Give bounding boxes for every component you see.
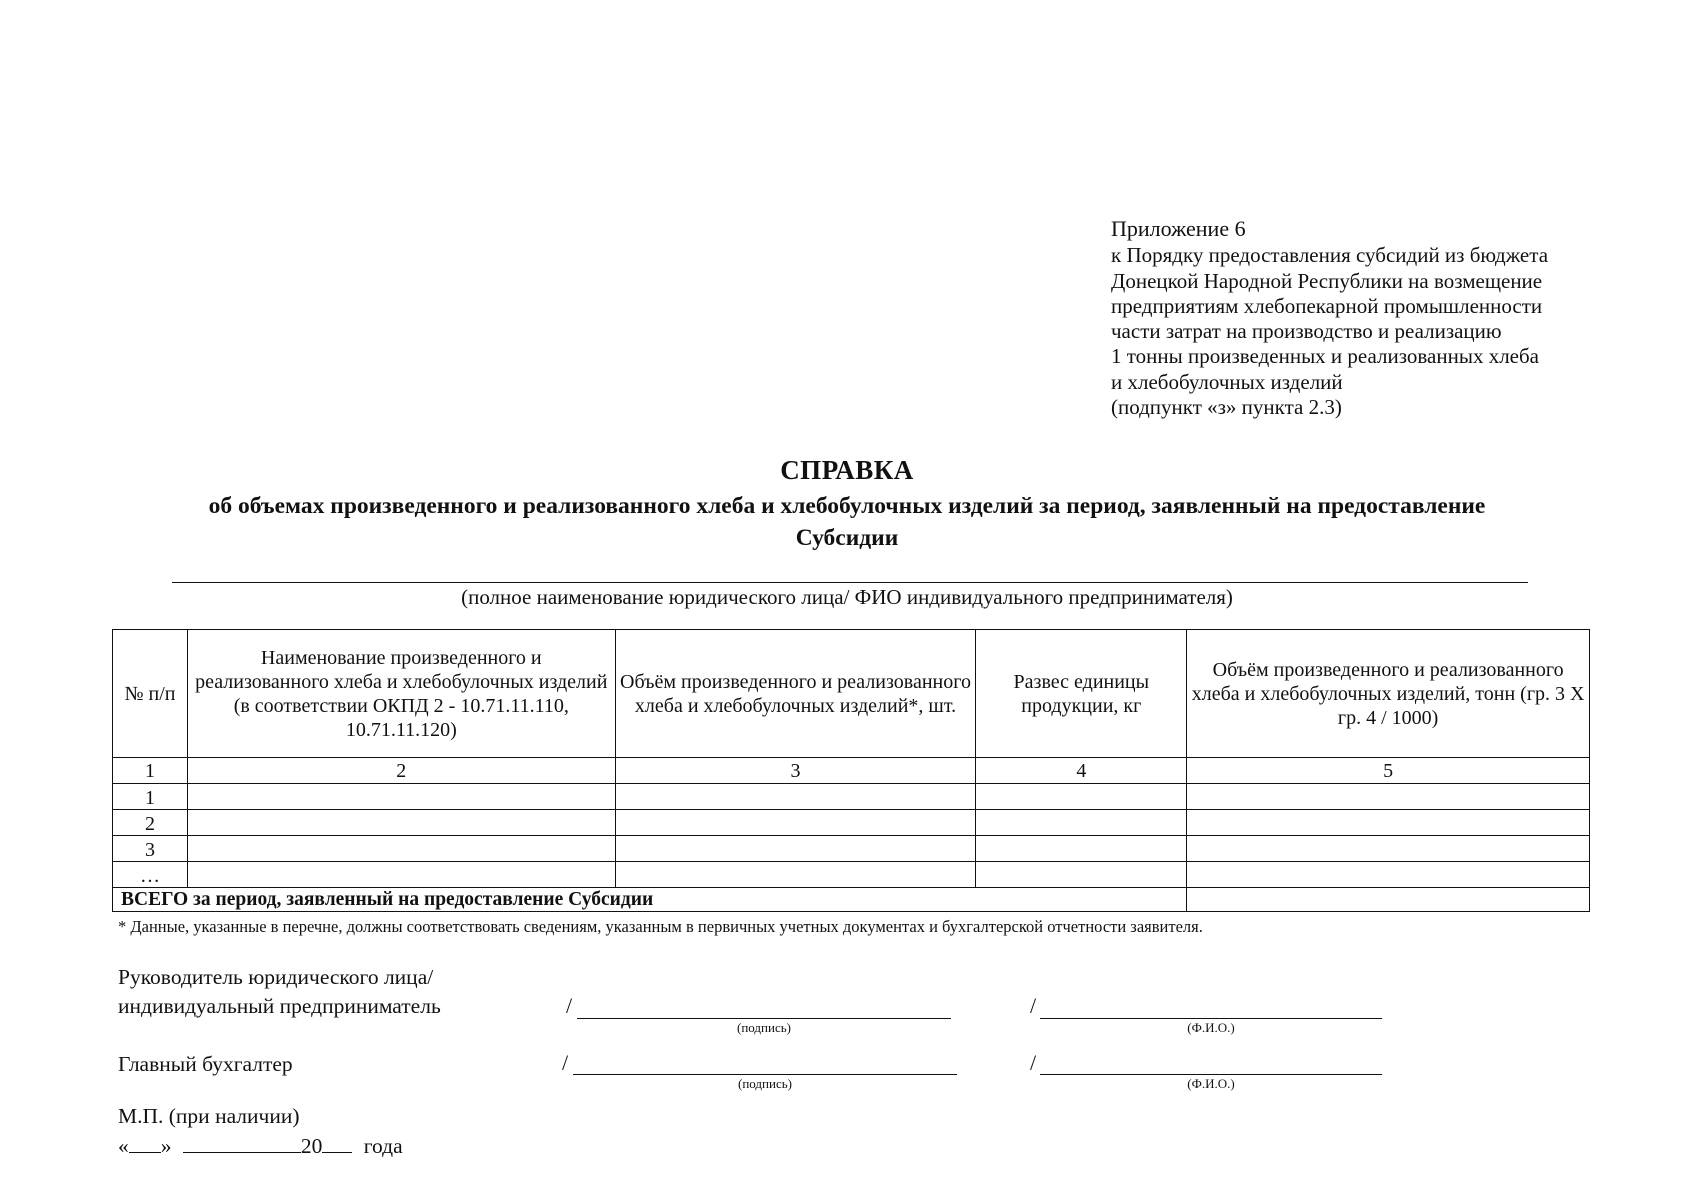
row-number: … [113, 862, 188, 888]
table-row [113, 836, 1590, 862]
annex-line: к Порядку предоставления субсидий из бюджета [1111, 243, 1549, 268]
head-label-line: Руководитель юридического лица/ [118, 965, 434, 989]
slash-mark: / [1030, 993, 1037, 1018]
head-label [118, 963, 441, 1021]
column-number: 3 [615, 758, 976, 784]
head-label-line: индивидуальный предприниматель [118, 994, 441, 1018]
tonnage-cell[interactable] [1187, 836, 1590, 862]
day-blank[interactable] [129, 1132, 161, 1153]
unit-weight-cell[interactable] [976, 862, 1187, 888]
signature-caption: (подпись) [737, 1020, 791, 1035]
header-cell-tonnage: Объём произведенного и реализованного хлеба и хлебобулочных изделий, тонн (гр. 3 Х гр. 4 / 1000) [1187, 630, 1590, 758]
quantity-cell[interactable] [615, 836, 976, 862]
signature-caption: (подпись) [738, 1076, 792, 1091]
quantity-cell[interactable] [615, 784, 976, 810]
head-name-line[interactable] [1040, 1018, 1382, 1019]
table-row [113, 810, 1590, 836]
header-cell-quantity: Объём произведенного и реализованного хлеба и хлебобулочных изделий*, шт. [615, 630, 976, 758]
quantity-cell[interactable] [615, 810, 976, 836]
date-close-quote: » [160, 1134, 172, 1158]
product-name-cell[interactable] [187, 784, 615, 810]
total-label: ВСЕГО за период, заявленный на предоставление Субсидии [113, 888, 1187, 912]
year-prefix: 20 [300, 1134, 323, 1158]
table-header-row [113, 630, 1590, 758]
accountant-signature-line[interactable] [573, 1074, 957, 1075]
tonnage-cell[interactable] [1187, 862, 1590, 888]
product-name-cell[interactable] [187, 862, 615, 888]
name-caption: (Ф.И.О.) [1187, 1076, 1235, 1091]
stamp-label: М.П. (при наличии) [118, 1104, 300, 1128]
table-row [113, 784, 1590, 810]
table-row [113, 862, 1590, 888]
row-number: 1 [113, 784, 188, 810]
annex-line: 1 тонны произведенных и реализованных хлеба [1111, 344, 1539, 369]
head-signature-line[interactable] [577, 1018, 951, 1019]
slash-mark: / [566, 993, 573, 1018]
date-suffix: года [363, 1134, 403, 1158]
header-cell-unit-weight: Развес единицы продукции, кг [976, 630, 1187, 758]
column-number: 1 [113, 758, 188, 784]
header-cell-number: № п/п [113, 630, 188, 758]
product-name-cell[interactable] [187, 836, 615, 862]
annex-line: Донецкой Народной Республики на возмещение [1111, 268, 1543, 293]
unit-weight-cell[interactable] [976, 810, 1187, 836]
footnote: * Данные, указанные в перечне, должны соответствовать сведениям, указанным в первичных учетных документах и бухгалтерской отчетности заявителя. [118, 917, 1203, 936]
row-number: 3 [113, 836, 188, 862]
quantity-cell[interactable] [615, 862, 976, 888]
tonnage-cell[interactable] [1187, 784, 1590, 810]
total-row [113, 888, 1590, 912]
date-open-quote: « [118, 1134, 129, 1158]
annex-line: предприятиям хлебопекарной промышленности [1111, 293, 1543, 318]
total-tonnage-cell[interactable] [1187, 888, 1590, 912]
unit-weight-cell[interactable] [976, 836, 1187, 862]
accountant-name-line[interactable] [1040, 1074, 1382, 1075]
annex-line: части затрат на производство и реализацию [1111, 319, 1502, 344]
slash-mark: / [1030, 1050, 1037, 1075]
volumes-table [112, 629, 1590, 912]
header-cell-product-name: Наименование произведенного и реализованного хлеба и хлебобулочных изделий (в соответствии ОКПД 2 - 10.71.11.110, 10.71.11.120) [187, 630, 615, 758]
column-number: 5 [1187, 758, 1590, 784]
entity-name-line[interactable] [172, 582, 1528, 583]
name-caption: (Ф.И.О.) [1187, 1020, 1235, 1035]
entity-caption: (полное наименование юридического лица/ ФИО индивидуального предпринимателя) [461, 585, 1233, 609]
accountant-label: Главный бухгалтер [118, 1052, 293, 1076]
annex-line: и хлебобулочных изделий [1111, 369, 1343, 394]
document-title: СПРАВКА [780, 455, 914, 485]
date-line [118, 1132, 403, 1159]
annex-line: (подпункт «з» пункта 2.3) [1111, 395, 1342, 420]
annex-block [1111, 216, 1548, 420]
slash-mark: / [562, 1050, 569, 1075]
document-subtitle: об объемах произведенного и реализованного хлеба и хлебобулочных изделий за период, заявленный на предоставление Субсидии [208, 493, 1486, 551]
product-name-cell[interactable] [187, 810, 615, 836]
unit-weight-cell[interactable] [976, 784, 1187, 810]
column-number: 2 [187, 758, 615, 784]
year-blank[interactable] [322, 1132, 352, 1153]
month-blank[interactable] [183, 1132, 301, 1153]
column-numbers-row [113, 758, 1590, 784]
tonnage-cell[interactable] [1187, 810, 1590, 836]
column-number: 4 [976, 758, 1187, 784]
row-number: 2 [113, 810, 188, 836]
annex-title: Приложение 6 [1111, 216, 1246, 241]
